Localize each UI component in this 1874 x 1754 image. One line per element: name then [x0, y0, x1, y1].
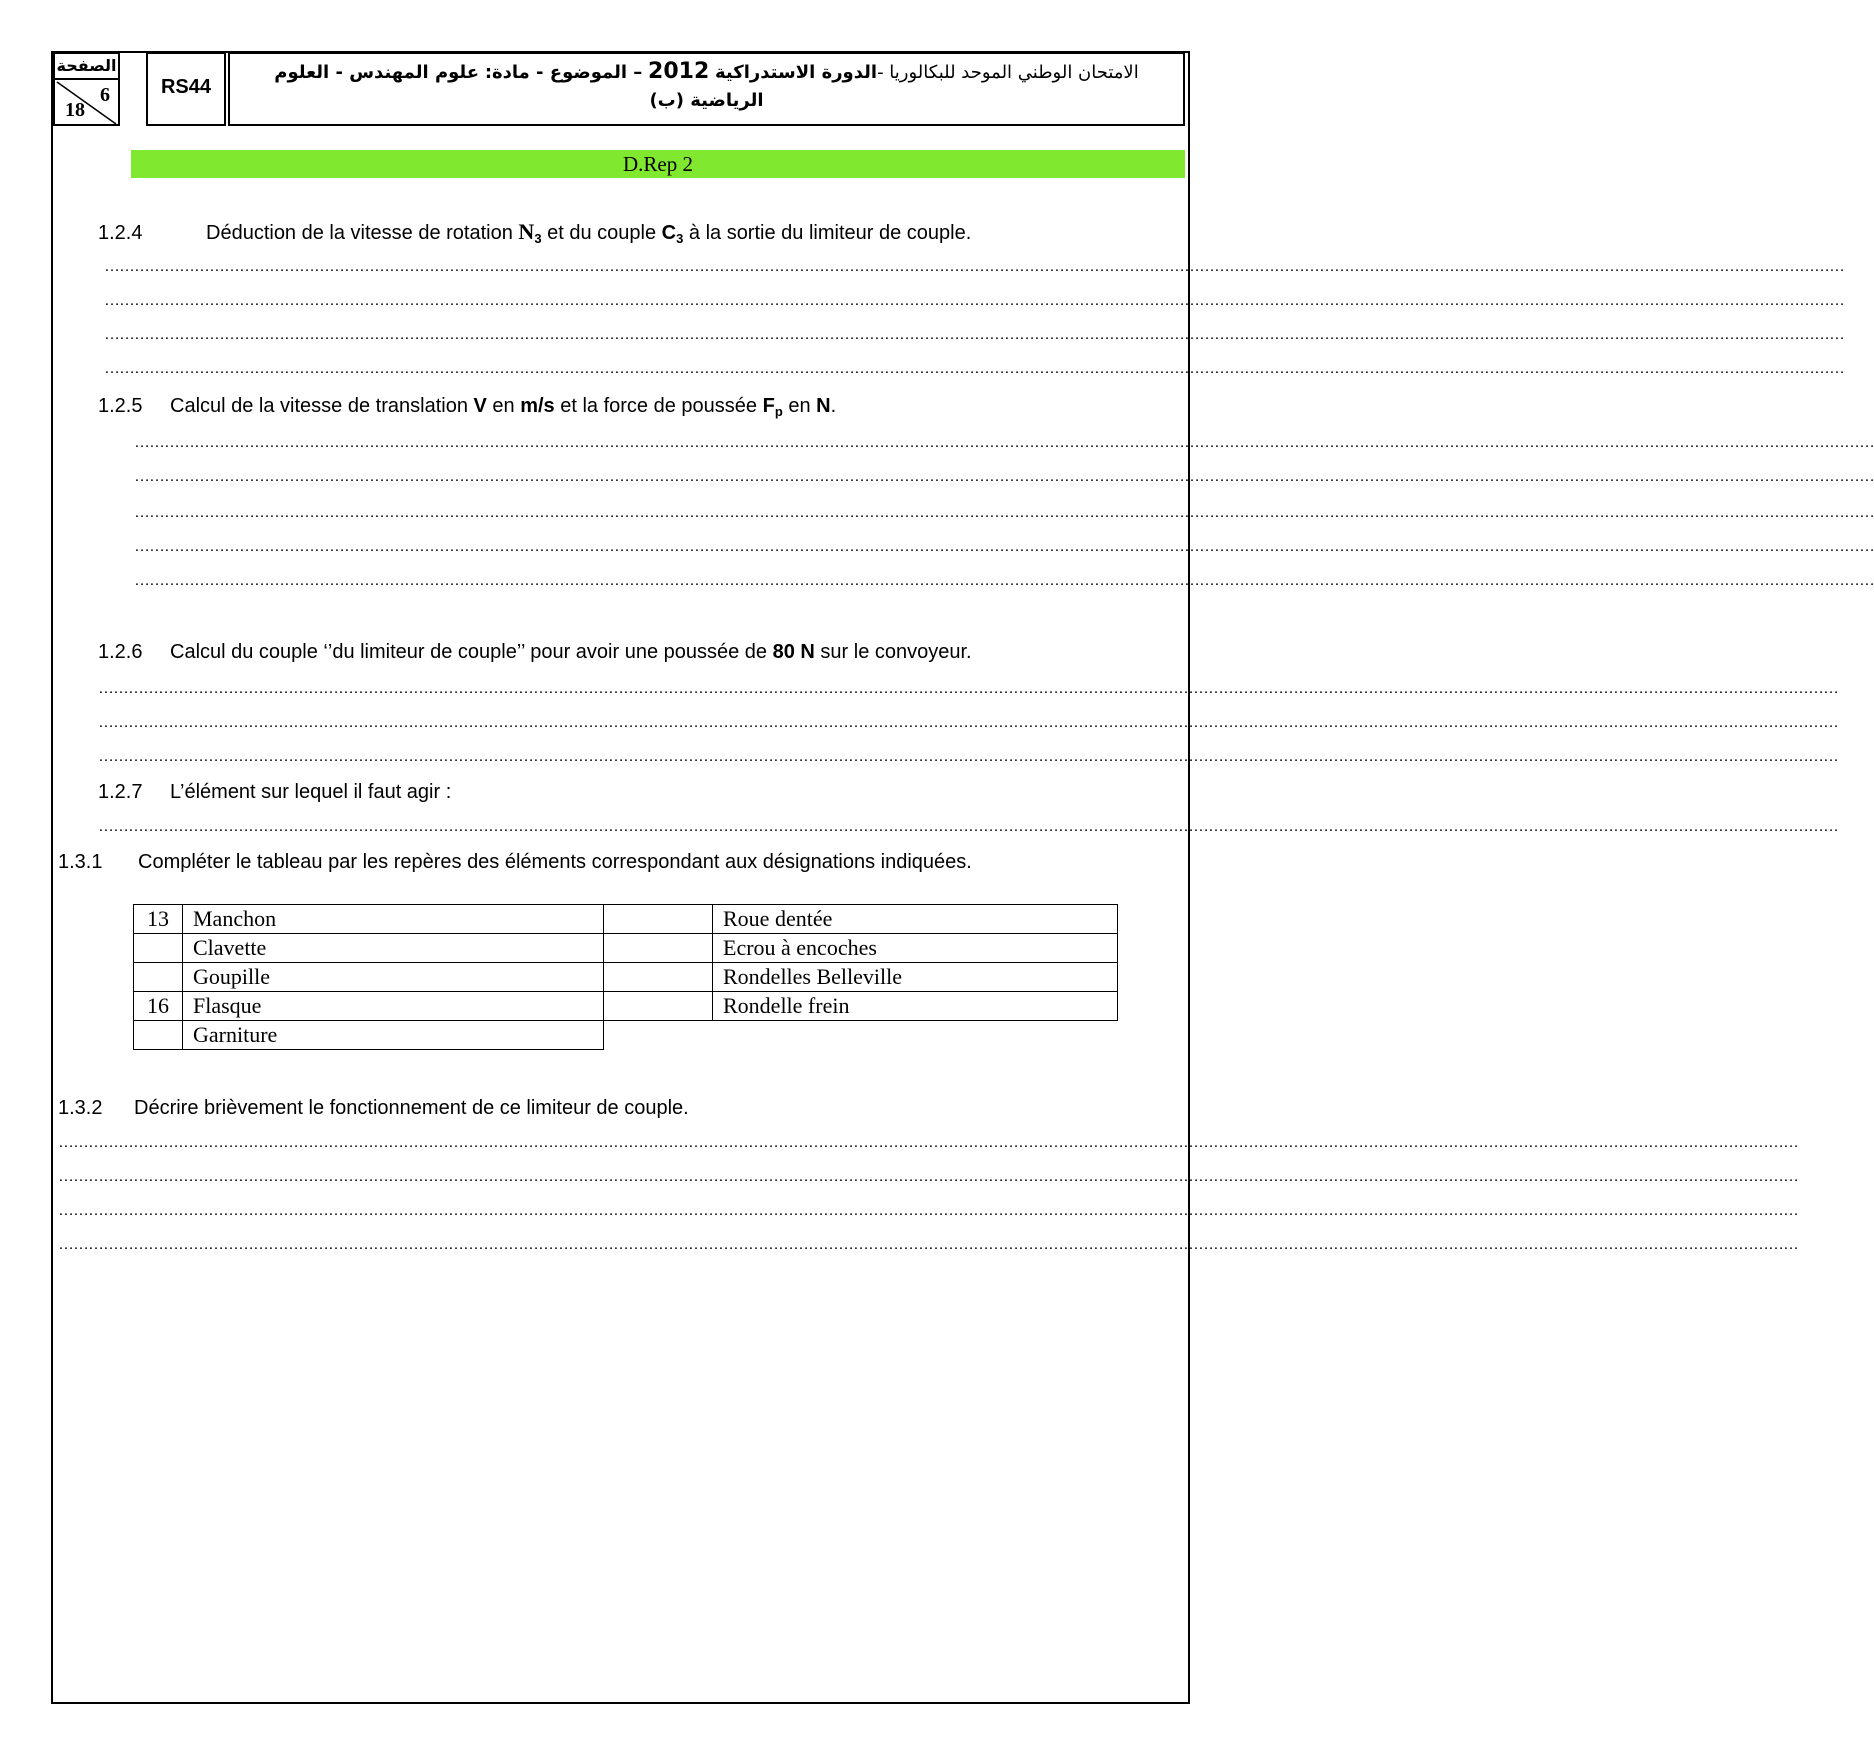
table-row [134, 934, 1118, 963]
question-text: et la force de poussée [554, 395, 763, 417]
answer-line[interactable]: …………………………………………………………………………………………………………………………………………………………………………………………………………………………………………………………………………………………………………………… [98, 818, 1838, 835]
answer-line[interactable]: …………………………………………………………………………………………………………………………………………………………………………………………………………………………………………………………………………………………………………………… [134, 572, 1874, 589]
question-number: 1.3.1 [58, 851, 103, 873]
question-1-2-4 [98, 220, 971, 245]
designation-cell: Ecrou à encoches [713, 934, 1118, 963]
table-row [134, 1021, 1118, 1050]
answer-line[interactable]: …………………………………………………………………………………………………………………………………………………………………………………………………………………………………………………………………………………………………………………… [58, 1168, 1798, 1185]
question-text: Déduction de la vitesse de rotation [206, 222, 519, 244]
title-part4: علوم المهندس - العلوم الرياضية (ب) [274, 62, 764, 111]
question-text: Décrire brièvement le fonctionnement de ce limiteur de couple. [134, 1097, 689, 1119]
title-part2: الدورة الاستدراكية [715, 62, 878, 83]
question-text: à la sortie du limiteur de couple. [683, 222, 972, 244]
question-text: sur le convoyeur. [814, 641, 972, 663]
page-fraction [55, 78, 118, 124]
question-number: 1.2.7 [98, 781, 143, 803]
question-text: et du couple [541, 222, 662, 244]
var-v: V [473, 395, 487, 417]
question-text: Calcul du couple ‘’du limiteur de couple’’ pour avoir une poussée de [170, 641, 773, 663]
page-label: الصفحة [56, 56, 117, 75]
ref-cell[interactable] [604, 905, 713, 934]
unit-v: m/s [520, 395, 555, 417]
answer-line[interactable]: …………………………………………………………………………………………………………………………………………………………………………………………………………………………………………………………………………………………………………………… [134, 434, 1874, 451]
page-current: 6 [100, 84, 110, 106]
table-row [134, 992, 1118, 1021]
ref-cell[interactable] [604, 934, 713, 963]
force-value: 80 N [772, 641, 815, 663]
ref-cell[interactable]: 13 [134, 905, 183, 934]
designation-cell: Garniture [183, 1021, 604, 1050]
ref-cell[interactable]: 16 [134, 992, 183, 1021]
answer-line[interactable]: …………………………………………………………………………………………………………………………………………………………………………………………………………………………………………………………………………………………………………………… [104, 326, 1844, 343]
answer-line[interactable]: …………………………………………………………………………………………………………………………………………………………………………………………………………………………………………………………………………………………………………………… [104, 292, 1844, 309]
question-1-2-5 [98, 394, 836, 418]
answer-line[interactable]: …………………………………………………………………………………………………………………………………………………………………………………………………………………………………………………………………………………………………………………… [98, 714, 1838, 731]
section-band: D.Rep 2 [131, 150, 1185, 178]
answer-line[interactable]: …………………………………………………………………………………………………………………………………………………………………………………………………………………………………………………………………………………………………………………… [58, 1202, 1798, 1219]
designation-cell: Manchon [183, 905, 604, 934]
answer-line[interactable]: …………………………………………………………………………………………………………………………………………………………………………………………………………………………………………………………………………………………………………………… [58, 1134, 1798, 1151]
sub-n: 3 [534, 231, 542, 246]
answer-line[interactable]: …………………………………………………………………………………………………………………………………………………………………………………………………………………………………………………………………………………………………………………… [134, 538, 1874, 555]
question-text: en [486, 395, 521, 417]
exam-title [228, 52, 1185, 126]
answer-line[interactable]: …………………………………………………………………………………………………………………………………………………………………………………………………………………………………………………………………………………………………………………… [58, 1236, 1798, 1253]
question-text: . [830, 395, 837, 417]
answer-line[interactable]: …………………………………………………………………………………………………………………………………………………………………………………………………………………………………………………………………………………………………………………… [104, 360, 1844, 377]
ref-cell[interactable] [134, 934, 183, 963]
question-text: L’élément sur lequel il faut agir : [170, 781, 452, 803]
answer-line[interactable]: …………………………………………………………………………………………………………………………………………………………………………………………………………………………………………………………………………………………………………………… [98, 748, 1838, 765]
var-c: C [661, 222, 677, 244]
designation-cell: Clavette [183, 934, 604, 963]
var-n: N [518, 219, 535, 244]
title-year: 2012 [648, 59, 710, 84]
answer-line[interactable]: …………………………………………………………………………………………………………………………………………………………………………………………………………………………………………………………………………………………………………………… [98, 680, 1838, 697]
answer-line[interactable]: …………………………………………………………………………………………………………………………………………………………………………………………………………………………………………………………………………………………………………………… [134, 468, 1874, 485]
ref-cell[interactable] [604, 992, 713, 1021]
title-part1: الامتحان الوطني الموحد للبكالوريا - [877, 62, 1139, 83]
question-1-3-1 [58, 850, 972, 874]
question-text: en [782, 395, 817, 417]
subject-code: RS44 [160, 76, 212, 98]
ref-cell[interactable] [604, 963, 713, 992]
designation-cell: Roue dentée [713, 905, 1118, 934]
subject-code-box [146, 52, 226, 126]
question-number: 1.2.4 [98, 222, 143, 244]
sub-c: 3 [676, 231, 684, 246]
page-total: 18 [65, 99, 85, 121]
page-number-box [53, 52, 120, 126]
question-1-2-6 [98, 640, 972, 664]
parts-table [133, 904, 1118, 1050]
question-number: 1.3.2 [58, 1097, 103, 1119]
answer-line[interactable]: …………………………………………………………………………………………………………………………………………………………………………………………………………………………………………………………………………………………………………………… [134, 504, 1874, 521]
answer-line[interactable]: …………………………………………………………………………………………………………………………………………………………………………………………………………………………………………………………………………………………………………………… [104, 258, 1844, 275]
question-text: Calcul de la vitesse de translation [170, 395, 474, 417]
ref-cell[interactable] [134, 1021, 183, 1050]
question-number: 1.2.5 [98, 395, 143, 417]
var-f: F [762, 395, 775, 417]
ref-cell[interactable] [134, 963, 183, 992]
empty-cell [604, 1021, 1118, 1050]
table-row [134, 963, 1118, 992]
question-text: Compléter le tableau par les repères des éléments correspondant aux désignations indiquées. [138, 851, 972, 873]
unit-f: N [816, 395, 831, 417]
designation-cell: Goupille [183, 963, 604, 992]
designation-cell: Flasque [183, 992, 604, 1021]
table-row [134, 905, 1118, 934]
sub-f: p [774, 404, 783, 419]
designation-cell: Rondelle frein [713, 992, 1118, 1021]
title-part3: – الموضوع - مادة: [484, 62, 643, 83]
designation-cell: Rondelles Belleville [713, 963, 1118, 992]
question-1-2-7 [98, 780, 451, 804]
question-1-3-2 [58, 1096, 689, 1120]
question-number: 1.2.6 [98, 641, 143, 663]
